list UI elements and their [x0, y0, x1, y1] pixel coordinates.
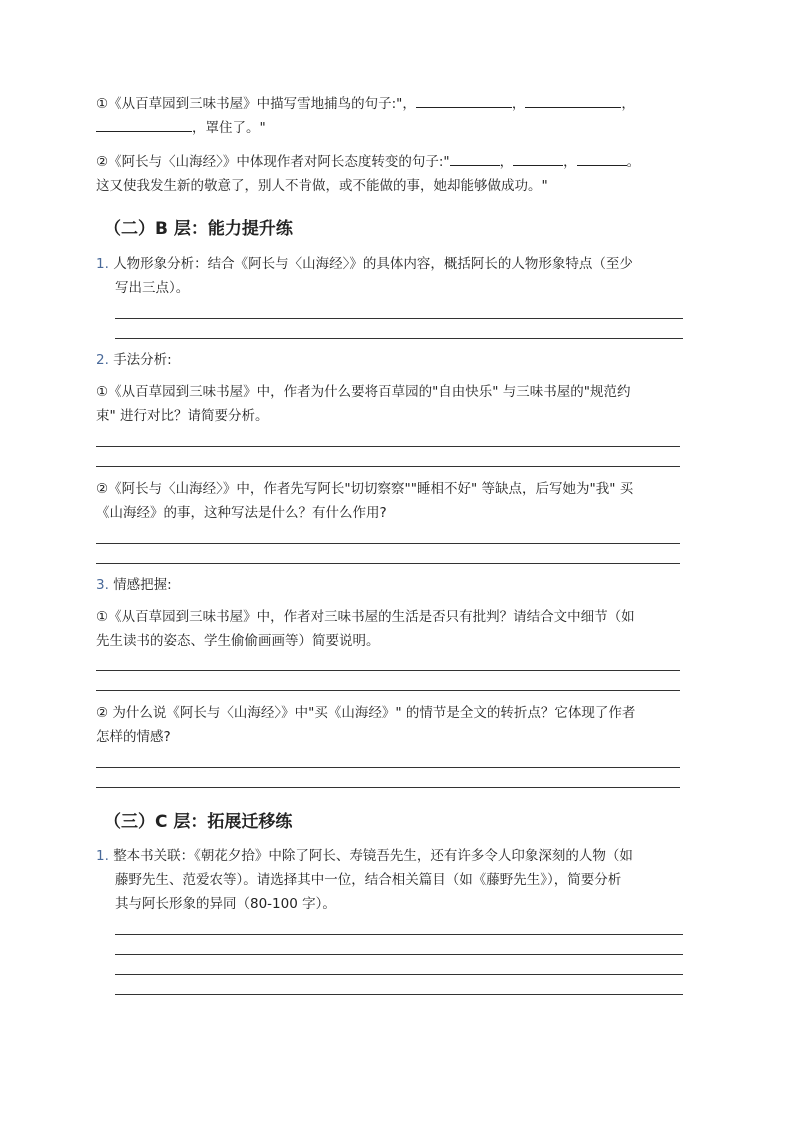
answer-line[interactable] [96, 563, 680, 564]
answer-line[interactable] [96, 446, 680, 447]
answer-line[interactable] [115, 974, 683, 975]
blank-field[interactable] [450, 151, 500, 166]
question-c1-line3: 其与阿长形象的异同（80-100 字）。 [115, 896, 336, 912]
answer-line[interactable] [115, 994, 683, 995]
question-b3a-line2: 先生读书的姿态、学生偷偷画画等）简要说明。 [96, 633, 380, 649]
answer-line[interactable] [115, 338, 683, 339]
answer-line[interactable] [96, 543, 680, 544]
section-c-title: （三）C 层：拓展迁移练 [104, 812, 293, 832]
question-b3a: ①《从百草园到三味书屋》中，作者对三味书屋的生活是否只有批判？请结合文中细节（如 [96, 609, 635, 625]
blank-field[interactable] [525, 93, 621, 108]
blank-field[interactable] [96, 117, 192, 132]
blank-field[interactable] [513, 151, 563, 166]
question-c1-line2: 藤野先生、范爱农等）。请选择其中一位，结合相关篇目（如《藤野先生》），简要分析 [115, 872, 622, 888]
question-b3b-line2: 怎样的情感? [96, 729, 171, 745]
question-b2a-line2: 束" 进行对比？请简要分析。 [96, 408, 269, 424]
answer-line[interactable] [96, 690, 680, 691]
answer-line[interactable] [115, 318, 683, 319]
fill-question-2-line2: 这又使我发生新的敬意了，别人不肯做，或不能做的事，她却能够做成功。" [96, 178, 548, 194]
answer-line[interactable] [115, 934, 683, 935]
answer-line[interactable] [96, 787, 680, 788]
fill-question-1: ①《从百草园到三味书屋》中描写雪地捕鸟的句子:"， ， ， [96, 92, 635, 116]
answer-line[interactable] [96, 466, 680, 467]
answer-line[interactable] [96, 767, 680, 768]
question-b1-line2: 写出三点）。 [115, 280, 190, 296]
blank-field[interactable] [577, 151, 627, 166]
answer-line[interactable] [96, 670, 680, 671]
question-b3b: ② 为什么说《阿长与〈山海经〉》中"买《山海经》" 的情节是全文的转折点？它体现了作者 [96, 705, 636, 721]
question-b1: 1. 人物形象分析：结合《阿长与〈山海经〉》的具体内容，概括阿长的人物形象特点（至少 [96, 256, 633, 272]
section-b-title: （二）B 层：能力提升练 [104, 219, 293, 239]
question-b2b: ②《阿长与〈山海经〉》中，作者先写阿长"切切察察""睡相不好" 等缺点，后写她为"我" 买 [96, 481, 634, 497]
fill-question-1-line2: ，罩住了。" [96, 116, 266, 140]
question-b2a: ①《从百草园到三味书屋》中，作者为什么要将百草园的"自由快乐" 与三味书屋的"规范约 [96, 384, 631, 400]
question-b3: 3. 情感把握: [96, 577, 172, 593]
fill-question-2: ②《阿长与〈山海经〉》中体现作者对阿长态度转变的句子:" ， ， 。 [96, 150, 640, 174]
question-b2: 2. 手法分析: [96, 352, 172, 368]
question-c1: 1. 整本书关联：《朝花夕拾》中除了阿长、寿镜吾先生，还有许多令人印象深刻的人物（如 [96, 848, 633, 864]
answer-line[interactable] [115, 954, 683, 955]
blank-field[interactable] [416, 93, 512, 108]
question-b2b-line2: 《山海经》的事，这种写法是什么？有什么作用? [96, 505, 387, 521]
